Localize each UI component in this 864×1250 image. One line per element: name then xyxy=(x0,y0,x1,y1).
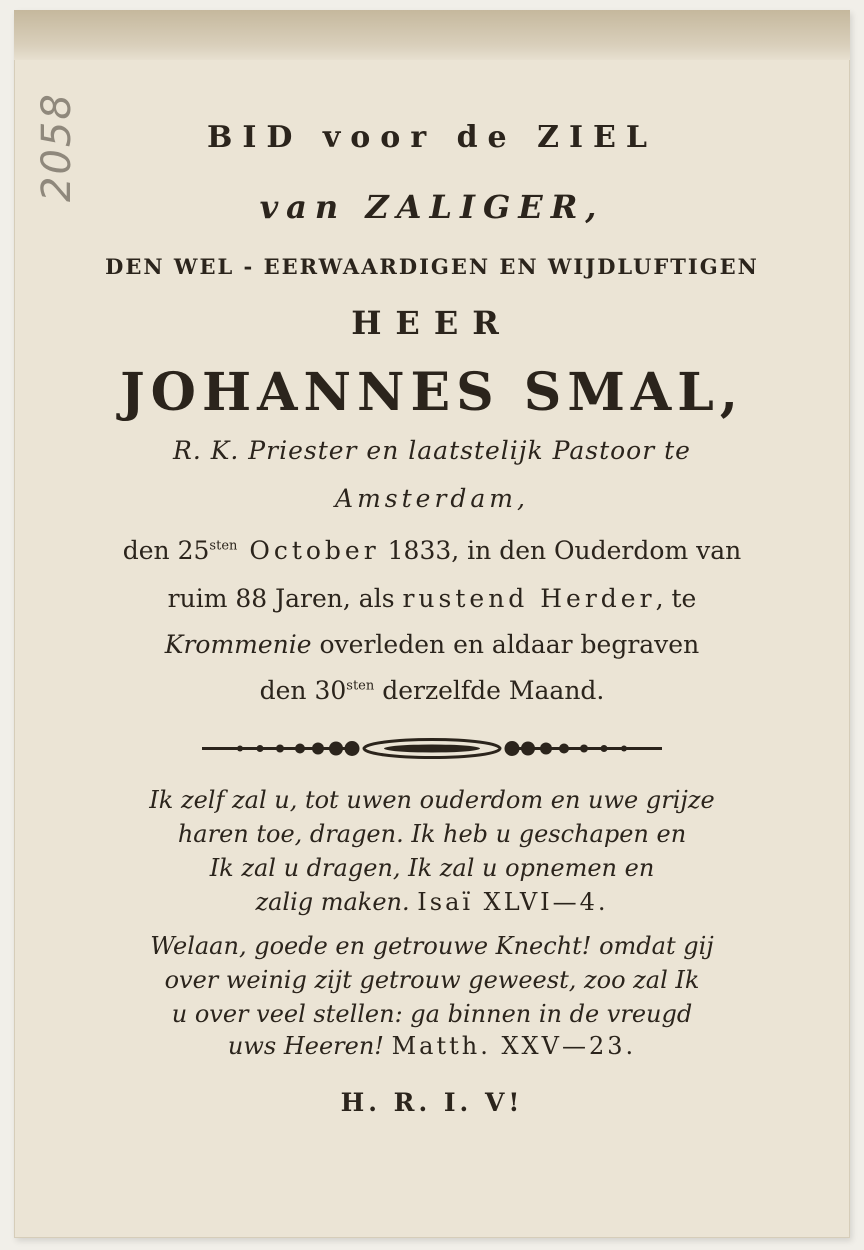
burial-part-b: derzelfde Maand. xyxy=(374,676,605,705)
handwritten-catalog-note: 2058 xyxy=(34,92,80,202)
ornament-divider xyxy=(200,734,664,764)
scripture-1-line-3: Ik zal u dragen, Ik zal u opnemen en xyxy=(209,854,655,882)
deceased-name: JOHANNES SMAL, xyxy=(120,362,744,423)
place-name: Krommenie xyxy=(164,630,312,659)
card-top-edge xyxy=(14,10,850,60)
scripture-1-reference: Isaï XLVI—4. xyxy=(417,888,609,916)
scripture-2-line-4 xyxy=(0,1032,864,1060)
scripture-2-text-end: uws Heeren! xyxy=(227,1032,392,1060)
scripture-1-line-1: Ik zelf zal u, tot uwen ouderdom en uwe grijze xyxy=(149,786,715,814)
city-line: Amsterdam, xyxy=(335,484,529,513)
age-part-b: rustend Herder xyxy=(402,584,656,613)
burial-line xyxy=(0,676,864,705)
prayer-heading: BID voor de ZIEL xyxy=(207,120,657,155)
honorific-line: DEN WEL - EERWAARDIGEN EN WIJDLUFTIGEN xyxy=(105,254,759,279)
age-part-c: , te xyxy=(655,584,697,613)
death-date-part-a: den 25 xyxy=(122,536,210,565)
heer-line: HEER xyxy=(351,304,513,342)
death-date-line xyxy=(0,536,864,565)
title-line: R. K. Priester en laatstelijk Pastoor te xyxy=(173,436,691,465)
age-line xyxy=(0,584,864,613)
scripture-1-line-2: haren toe, dragen. Ik heb u geschapen en xyxy=(177,820,687,848)
burial-part-a: den 30 xyxy=(259,676,347,705)
scripture-2-line-3: u over veel stellen: ga binnen in de vreugd xyxy=(171,1000,693,1028)
scripture-1-text-end: zalig maken. xyxy=(255,888,418,916)
place-rest: overleden en aldaar begraven xyxy=(311,630,700,659)
scripture-2-line-1: Welaan, goede en getrouwe Knecht! omdat gij xyxy=(150,932,714,960)
burial-superscript: sten xyxy=(346,678,375,694)
place-line xyxy=(0,630,864,659)
scripture-1-line-4 xyxy=(0,888,864,916)
closing-abbreviation: H. R. I. V! xyxy=(340,1088,524,1117)
scripture-2-reference: Matth. XXV—23. xyxy=(391,1032,637,1060)
van-zaliger-line: van ZALIGER, xyxy=(259,188,605,226)
age-part-a: ruim 88 Jaren, als xyxy=(167,584,403,613)
death-date-part-c: 1833, in den Ouderdom van xyxy=(379,536,742,565)
death-date-superscript: sten xyxy=(209,538,238,554)
scripture-2-line-2: over weinig zijt getrouw geweest, zoo zal Ik xyxy=(164,966,700,994)
death-date-month: October xyxy=(237,536,380,565)
